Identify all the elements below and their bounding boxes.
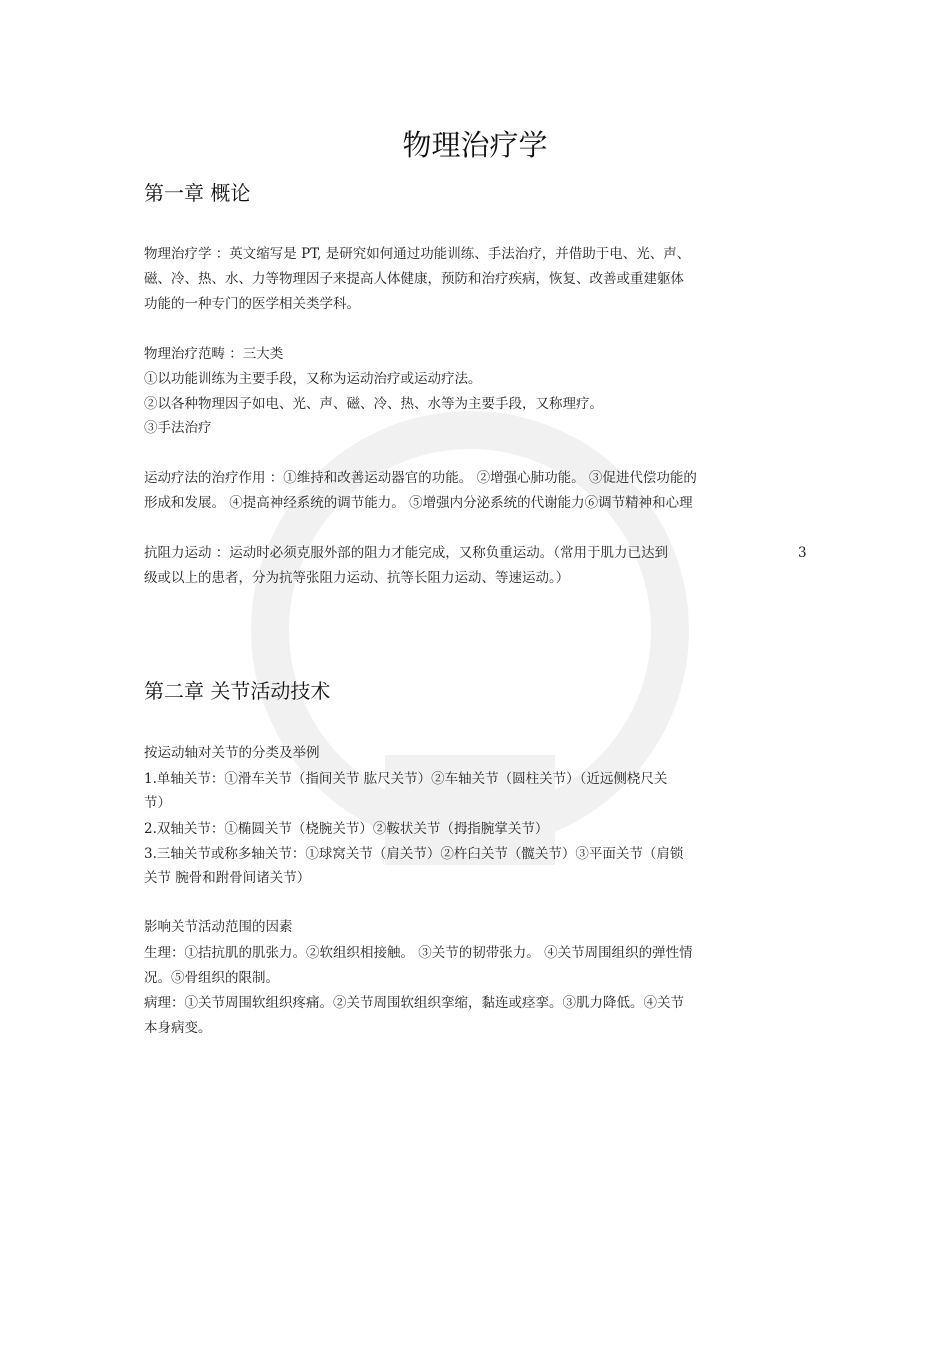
chapter2-heading: 第二章 关节活动技术 — [144, 679, 331, 703]
resistance-line-1-tail: 3 — [798, 545, 807, 561]
classification-uniaxial: 1.单轴关节：①滑车关节（指间关节 肱尺关节）②车轴关节（圆柱关节）（近远侧桡尺关 — [144, 771, 668, 787]
watermark-logo — [235, 395, 705, 865]
factors-physiological-cont: 况。⑤骨组织的限制。 — [144, 970, 279, 986]
classification-multiaxial: 3.三轴关节或称多轴关节：①球窝关节（肩关节）②杵臼关节（髋关节）③平面关节（肩锁 — [144, 846, 684, 862]
definition-line-3: 功能的一种专门的医学相关类学科。 — [144, 296, 360, 312]
document-title: 物理治疗学 — [402, 128, 548, 162]
factors-physiological: 生理：①拮抗肌的肌张力。②软组织相接触。 ③关节的韧带张力。 ④关节周围组织的弹性情 — [144, 945, 693, 961]
factors-pathological: 病理：①关节周围软组织疼痛。②关节周围软组织挛缩，黏连或痉挛。③肌力降低。④关节 — [144, 995, 684, 1011]
classification-heading: 按运动轴对关节的分类及举例 — [144, 745, 320, 761]
effects-line-1: 运动疗法的治疗作用 ：①维持和改善运动器官的功能。 ②增强心肺功能。 ③促进代偿功能的 — [144, 470, 697, 486]
classification-uniaxial-cont: 节） — [144, 795, 171, 811]
factors-pathological-cont: 本身病变。 — [144, 1020, 212, 1036]
effects-line-2: 形成和发展。 ④提高神经系统的调节能力。 ⑤增强内分泌系统的代谢能力⑥调节精神和心理 — [144, 495, 693, 511]
definition-line-2: 磁、冷、热、水、力等物理因子来提高人体健康，预防和治疗疾病，恢复、改善或重建躯体 — [144, 271, 684, 287]
classification-multiaxial-cont: 关节 腕骨和跗骨间诸关节） — [144, 870, 311, 886]
scope-item-3: ③手法治疗 — [144, 420, 212, 436]
definition-line-1: 物理治疗学 ：英文缩写是 PT, 是研究如何通过功能训练、手法治疗，并借助于电、光、声、 — [144, 246, 691, 262]
factors-heading: 影响关节活动范围的因素 — [144, 919, 293, 935]
classification-biaxial: 2.双轴关节：①椭圆关节（桡腕关节）②鞍状关节（拇指腕掌关节） — [144, 821, 549, 837]
scope-item-2: ②以各种物理因子如电、光、声、磁、冷、热、水等为主要手段，又称理疗。 — [144, 396, 603, 412]
scope-heading: 物理治疗范畴 ：三大类 — [144, 346, 284, 362]
chapter1-heading: 第一章 概论 — [144, 181, 251, 205]
scope-item-1: ①以功能训练为主要手段，又称为运动治疗或运动疗法。 — [144, 371, 482, 387]
resistance-line-1: 抗阻力运动 ：运动时必须克服外部的阻力才能完成，又称负重运动。（常用于肌力已达到 — [144, 545, 669, 561]
resistance-line-2: 级或以上的患者，分为抗等张阻力运动、抗等长阻力运动、等速运动。） — [144, 570, 570, 586]
